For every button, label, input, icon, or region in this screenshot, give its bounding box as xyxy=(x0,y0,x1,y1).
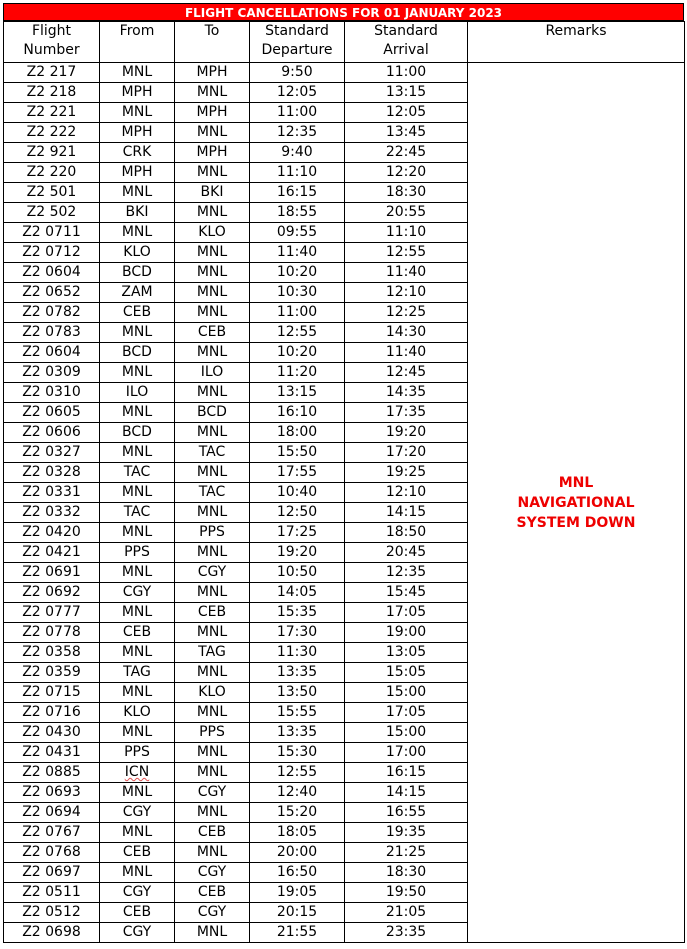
destination-cell: MNL xyxy=(175,203,250,223)
origin-cell: BKI xyxy=(100,203,175,223)
origin-cell: KLO xyxy=(100,243,175,263)
departure-time-cell: 13:35 xyxy=(250,663,345,683)
origin-cell: MNL xyxy=(100,183,175,203)
flight-number-cell: Z2 0512 xyxy=(4,903,100,923)
flight-number-cell: Z2 501 xyxy=(4,183,100,203)
departure-time-cell: 16:10 xyxy=(250,403,345,423)
arrival-time-cell: 12:25 xyxy=(345,303,468,323)
arrival-time-cell: 15:00 xyxy=(345,723,468,743)
flight-number-cell: Z2 0358 xyxy=(4,643,100,663)
origin-cell: MNL xyxy=(100,223,175,243)
departure-time-cell: 20:15 xyxy=(250,903,345,923)
flight-number-cell: Z2 218 xyxy=(4,83,100,103)
origin-cell: MNL xyxy=(100,563,175,583)
arrival-time-cell: 12:45 xyxy=(345,363,468,383)
destination-cell: CEB xyxy=(175,883,250,903)
destination-cell: MNL xyxy=(175,423,250,443)
departure-time-cell: 20:00 xyxy=(250,843,345,863)
origin-cell: CRK xyxy=(100,143,175,163)
header-to: To xyxy=(175,22,250,63)
departure-time-cell: 10:20 xyxy=(250,263,345,283)
departure-time-cell: 21:55 xyxy=(250,923,345,943)
origin-cell: TAC xyxy=(100,503,175,523)
arrival-time-cell: 16:15 xyxy=(345,763,468,783)
destination-cell: MPH xyxy=(175,143,250,163)
destination-cell: MNL xyxy=(175,343,250,363)
departure-time-cell: 15:20 xyxy=(250,803,345,823)
flight-number-cell: Z2 502 xyxy=(4,203,100,223)
departure-time-cell: 16:15 xyxy=(250,183,345,203)
arrival-time-cell: 12:20 xyxy=(345,163,468,183)
arrival-time-cell: 12:35 xyxy=(345,563,468,583)
origin-cell: PPS xyxy=(100,743,175,763)
origin-cell: CEB xyxy=(100,623,175,643)
arrival-time-cell: 13:15 xyxy=(345,83,468,103)
destination-cell: PPS xyxy=(175,523,250,543)
flight-number-cell: Z2 0768 xyxy=(4,843,100,863)
flight-number-cell: Z2 0310 xyxy=(4,383,100,403)
flight-number-cell: Z2 0777 xyxy=(4,603,100,623)
origin-cell: TAC xyxy=(100,463,175,483)
flight-number-cell: Z2 0430 xyxy=(4,723,100,743)
cancellations-table xyxy=(3,21,685,943)
arrival-time-cell: 22:45 xyxy=(345,143,468,163)
table-row xyxy=(4,63,685,83)
departure-time-cell: 19:05 xyxy=(250,883,345,903)
departure-time-cell: 17:25 xyxy=(250,523,345,543)
departure-time-cell: 15:50 xyxy=(250,443,345,463)
origin-cell: KLO xyxy=(100,703,175,723)
destination-cell: KLO xyxy=(175,683,250,703)
origin-cell: CEB xyxy=(100,903,175,923)
arrival-time-cell: 18:30 xyxy=(345,863,468,883)
header-row xyxy=(4,22,685,63)
departure-time-cell: 15:55 xyxy=(250,703,345,723)
origin-cell: ICN xyxy=(100,763,175,783)
arrival-time-cell: 17:20 xyxy=(345,443,468,463)
destination-cell: TAG xyxy=(175,643,250,663)
flight-number-cell: Z2 921 xyxy=(4,143,100,163)
destination-cell: TAC xyxy=(175,483,250,503)
origin-cell: TAG xyxy=(100,663,175,683)
arrival-time-cell: 17:05 xyxy=(345,603,468,623)
flight-number-cell: Z2 0698 xyxy=(4,923,100,943)
origin-cell: MNL xyxy=(100,403,175,423)
flight-number-cell: Z2 0332 xyxy=(4,503,100,523)
destination-cell: MNL xyxy=(175,283,250,303)
destination-cell: CEB xyxy=(175,323,250,343)
flight-number-cell: Z2 0328 xyxy=(4,463,100,483)
destination-cell: MNL xyxy=(175,623,250,643)
origin-cell: MNL xyxy=(100,483,175,503)
origin-cell: MNL xyxy=(100,363,175,383)
arrival-time-cell: 15:05 xyxy=(345,663,468,683)
destination-cell: BKI xyxy=(175,183,250,203)
arrival-time-cell: 14:35 xyxy=(345,383,468,403)
origin-cell: MPH xyxy=(100,83,175,103)
arrival-time-cell: 19:50 xyxy=(345,883,468,903)
origin-cell: MNL xyxy=(100,683,175,703)
flight-number-cell: Z2 0694 xyxy=(4,803,100,823)
arrival-time-cell: 18:50 xyxy=(345,523,468,543)
flight-number-cell: Z2 0783 xyxy=(4,323,100,343)
origin-cell: MNL xyxy=(100,863,175,883)
departure-time-cell: 11:30 xyxy=(250,643,345,663)
header-remarks: Remarks xyxy=(468,22,685,63)
arrival-time-cell: 14:30 xyxy=(345,323,468,343)
arrival-time-cell: 17:00 xyxy=(345,743,468,763)
origin-cell: MNL xyxy=(100,723,175,743)
flight-number-cell: Z2 0767 xyxy=(4,823,100,843)
origin-cell: MNL xyxy=(100,603,175,623)
arrival-time-cell: 18:30 xyxy=(345,183,468,203)
origin-cell: MNL xyxy=(100,323,175,343)
arrival-time-cell: 21:25 xyxy=(345,843,468,863)
origin-cell: BCD xyxy=(100,423,175,443)
destination-cell: MNL xyxy=(175,703,250,723)
departure-time-cell: 10:40 xyxy=(250,483,345,503)
arrival-time-cell: 12:05 xyxy=(345,103,468,123)
destination-cell: MNL xyxy=(175,803,250,823)
arrival-time-cell: 11:10 xyxy=(345,223,468,243)
origin-cell: MNL xyxy=(100,643,175,663)
departure-time-cell: 19:20 xyxy=(250,543,345,563)
origin-cell: MPH xyxy=(100,163,175,183)
destination-cell: KLO xyxy=(175,223,250,243)
departure-time-cell: 18:55 xyxy=(250,203,345,223)
destination-cell: CEB xyxy=(175,823,250,843)
flight-number-cell: Z2 0697 xyxy=(4,863,100,883)
flight-number-cell: Z2 0885 xyxy=(4,763,100,783)
header-flight-number: Flight Number xyxy=(4,22,100,63)
flight-number-cell: Z2 0652 xyxy=(4,283,100,303)
arrival-time-cell: 20:45 xyxy=(345,543,468,563)
departure-time-cell: 12:55 xyxy=(250,763,345,783)
departure-time-cell: 10:30 xyxy=(250,283,345,303)
flight-number-cell: Z2 0331 xyxy=(4,483,100,503)
flight-number-cell: Z2 0778 xyxy=(4,623,100,643)
destination-cell: MNL xyxy=(175,83,250,103)
flight-number-cell: Z2 0604 xyxy=(4,263,100,283)
destination-cell: CGY xyxy=(175,783,250,803)
arrival-time-cell: 19:35 xyxy=(345,823,468,843)
destination-cell: MNL xyxy=(175,263,250,283)
departure-time-cell: 11:00 xyxy=(250,103,345,123)
arrival-time-cell: 19:20 xyxy=(345,423,468,443)
flight-number-cell: Z2 0782 xyxy=(4,303,100,323)
flight-number-cell: Z2 0711 xyxy=(4,223,100,243)
departure-time-cell: 12:40 xyxy=(250,783,345,803)
flight-number-cell: Z2 0693 xyxy=(4,783,100,803)
flight-number-cell: Z2 0359 xyxy=(4,663,100,683)
origin-cell: PPS xyxy=(100,543,175,563)
flight-number-cell: Z2 0309 xyxy=(4,363,100,383)
header-std-arrival: Standard Arrival xyxy=(345,22,468,63)
header-std-departure: Standard Departure xyxy=(250,22,345,63)
departure-time-cell: 15:30 xyxy=(250,743,345,763)
origin-cell: MNL xyxy=(100,63,175,83)
arrival-time-cell: 11:00 xyxy=(345,63,468,83)
destination-cell: CGY xyxy=(175,563,250,583)
departure-time-cell: 12:35 xyxy=(250,123,345,143)
departure-time-cell: 15:35 xyxy=(250,603,345,623)
flight-number-cell: Z2 0511 xyxy=(4,883,100,903)
arrival-time-cell: 17:35 xyxy=(345,403,468,423)
departure-time-cell: 09:55 xyxy=(250,223,345,243)
origin-cell: CEB xyxy=(100,303,175,323)
destination-cell: MNL xyxy=(175,583,250,603)
destination-cell: MNL xyxy=(175,663,250,683)
flight-number-cell: Z2 0715 xyxy=(4,683,100,703)
destination-cell: MNL xyxy=(175,543,250,563)
origin-cell: BCD xyxy=(100,263,175,283)
destination-cell: MNL xyxy=(175,163,250,183)
destination-cell: CGY xyxy=(175,863,250,883)
destination-cell: MPH xyxy=(175,63,250,83)
arrival-time-cell: 16:55 xyxy=(345,803,468,823)
destination-cell: MNL xyxy=(175,503,250,523)
departure-time-cell: 12:50 xyxy=(250,503,345,523)
destination-cell: MNL xyxy=(175,303,250,323)
arrival-time-cell: 14:15 xyxy=(345,783,468,803)
flight-number-cell: Z2 221 xyxy=(4,103,100,123)
destination-cell: BCD xyxy=(175,403,250,423)
flight-rows xyxy=(4,63,685,943)
departure-time-cell: 11:40 xyxy=(250,243,345,263)
arrival-time-cell: 21:05 xyxy=(345,903,468,923)
destination-cell: ILO xyxy=(175,363,250,383)
flight-number-cell: Z2 217 xyxy=(4,63,100,83)
origin-cell: MNL xyxy=(100,523,175,543)
sheet-title: FLIGHT CANCELLATIONS FOR 01 JANUARY 2023 xyxy=(3,3,684,21)
departure-time-cell: 17:30 xyxy=(250,623,345,643)
departure-time-cell: 18:05 xyxy=(250,823,345,843)
destination-cell: MNL xyxy=(175,383,250,403)
departure-time-cell: 12:55 xyxy=(250,323,345,343)
arrival-time-cell: 23:35 xyxy=(345,923,468,943)
arrival-time-cell: 17:05 xyxy=(345,703,468,723)
origin-cell: CGY xyxy=(100,803,175,823)
departure-time-cell: 13:35 xyxy=(250,723,345,743)
arrival-time-cell: 12:10 xyxy=(345,483,468,503)
flight-number-cell: Z2 0692 xyxy=(4,583,100,603)
departure-time-cell: 9:40 xyxy=(250,143,345,163)
origin-cell: CGY xyxy=(100,883,175,903)
destination-cell: MNL xyxy=(175,243,250,263)
flight-number-cell: Z2 0716 xyxy=(4,703,100,723)
flight-number-cell: Z2 0604 xyxy=(4,343,100,363)
departure-time-cell: 10:20 xyxy=(250,343,345,363)
destination-cell: CEB xyxy=(175,603,250,623)
remarks-cell: MNL NAVIGATIONAL SYSTEM DOWN xyxy=(468,63,685,943)
departure-time-cell: 10:50 xyxy=(250,563,345,583)
origin-cell: CEB xyxy=(100,843,175,863)
destination-cell: TAC xyxy=(175,443,250,463)
destination-cell: MNL xyxy=(175,463,250,483)
arrival-time-cell: 15:45 xyxy=(345,583,468,603)
destination-cell: MNL xyxy=(175,923,250,943)
departure-time-cell: 9:50 xyxy=(250,63,345,83)
arrival-time-cell: 12:10 xyxy=(345,283,468,303)
departure-time-cell: 11:10 xyxy=(250,163,345,183)
origin-cell: MNL xyxy=(100,783,175,803)
departure-time-cell: 13:50 xyxy=(250,683,345,703)
arrival-time-cell: 13:05 xyxy=(345,643,468,663)
arrival-time-cell: 20:55 xyxy=(345,203,468,223)
arrival-time-cell: 15:00 xyxy=(345,683,468,703)
arrival-time-cell: 12:55 xyxy=(345,243,468,263)
origin-cell: MNL xyxy=(100,823,175,843)
departure-time-cell: 17:55 xyxy=(250,463,345,483)
departure-time-cell: 11:20 xyxy=(250,363,345,383)
destination-cell: MNL xyxy=(175,743,250,763)
origin-cell: ZAM xyxy=(100,283,175,303)
departure-time-cell: 18:00 xyxy=(250,423,345,443)
origin-cell: MNL xyxy=(100,443,175,463)
arrival-time-cell: 11:40 xyxy=(345,263,468,283)
departure-time-cell: 14:05 xyxy=(250,583,345,603)
arrival-time-cell: 11:40 xyxy=(345,343,468,363)
destination-cell: MNL xyxy=(175,843,250,863)
destination-cell: MNL xyxy=(175,763,250,783)
origin-cell: CGY xyxy=(100,923,175,943)
destination-cell: MPH xyxy=(175,103,250,123)
arrival-time-cell: 14:15 xyxy=(345,503,468,523)
origin-cell: MPH xyxy=(100,123,175,143)
flight-number-cell: Z2 0606 xyxy=(4,423,100,443)
origin-cell: CGY xyxy=(100,583,175,603)
departure-time-cell: 12:05 xyxy=(250,83,345,103)
flight-number-cell: Z2 0421 xyxy=(4,543,100,563)
flight-number-cell: Z2 0605 xyxy=(4,403,100,423)
arrival-time-cell: 19:25 xyxy=(345,463,468,483)
destination-cell: PPS xyxy=(175,723,250,743)
destination-cell: MNL xyxy=(175,123,250,143)
flight-number-cell: Z2 222 xyxy=(4,123,100,143)
flight-number-cell: Z2 0431 xyxy=(4,743,100,763)
origin-cell: BCD xyxy=(100,343,175,363)
departure-time-cell: 11:00 xyxy=(250,303,345,323)
arrival-time-cell: 19:00 xyxy=(345,623,468,643)
flight-number-cell: Z2 0420 xyxy=(4,523,100,543)
arrival-time-cell: 13:45 xyxy=(345,123,468,143)
origin-cell: MNL xyxy=(100,103,175,123)
header-from: From xyxy=(100,22,175,63)
flight-number-cell: Z2 220 xyxy=(4,163,100,183)
flight-number-cell: Z2 0691 xyxy=(4,563,100,583)
origin-cell: ILO xyxy=(100,383,175,403)
departure-time-cell: 16:50 xyxy=(250,863,345,883)
departure-time-cell: 13:15 xyxy=(250,383,345,403)
flight-number-cell: Z2 0712 xyxy=(4,243,100,263)
flight-number-cell: Z2 0327 xyxy=(4,443,100,463)
destination-cell: CGY xyxy=(175,903,250,923)
